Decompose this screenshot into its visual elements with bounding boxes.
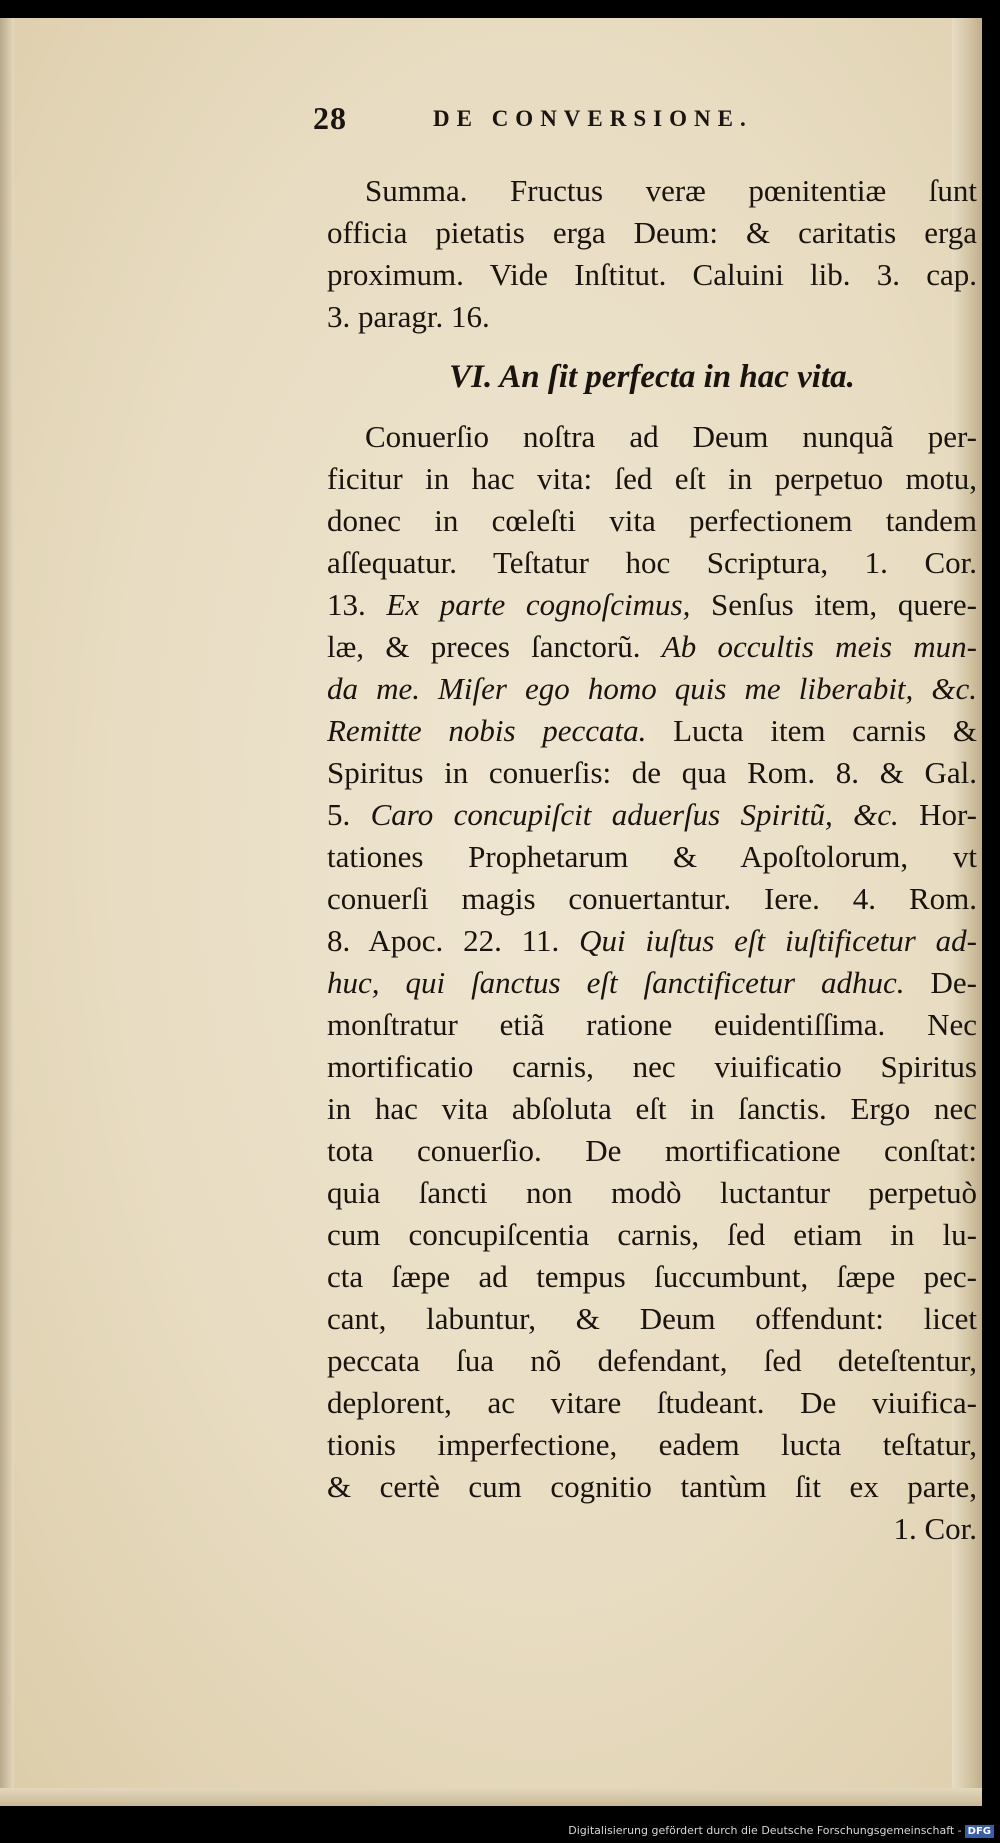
running-head — [313, 100, 973, 148]
dfg-logo: DFG — [965, 1825, 994, 1838]
text-line: monſtratur etiã ratione euidentiſſima. Nec — [327, 1007, 977, 1042]
text-line: quia ſancti non modò luctantur perpetuò — [327, 1175, 977, 1210]
text-line: donec in cœleſti vita perfectionem tandem — [327, 503, 977, 538]
text-line: peccata ſua nõ defendant, ſed deteſtentur, — [327, 1343, 977, 1378]
text-line: tota conuerſio. De mortificatione conſtat: — [327, 1133, 977, 1168]
text-line: tionis imperfectione, eadem lucta teſtatur, — [327, 1427, 977, 1462]
text-block — [327, 170, 977, 1550]
text-line: cant, labuntur, & Deum offendunt: licet — [327, 1301, 977, 1336]
text-line — [327, 920, 977, 962]
italic-quotation: huc, qui ſanctus eſt ſanctificetur adhuc. — [327, 965, 905, 1000]
text-line: Spiritus in conuerſis: de qua Rom. 8. & Gal. — [327, 755, 977, 790]
text-line: in hac vita abſoluta eſt in ſanctis. Ergo nec — [327, 1091, 977, 1126]
text-segment: Senſus item, quere- — [690, 587, 978, 622]
catchword: 1. Cor. — [893, 1511, 977, 1546]
text-line: cta ſæpe ad tempus ſuccumbunt, ſæpe pec- — [327, 1259, 977, 1294]
text-segment: Lucta item carnis & — [646, 713, 978, 748]
running-title: DE CONVERSIONE. — [433, 106, 753, 131]
italic-quotation: Ab occultis meis mun- — [661, 629, 977, 664]
paragraph — [327, 416, 977, 1508]
text-line: Conuerſio noſtra ad Deum nunquã per- — [365, 419, 977, 454]
text-line: aſſequatur. Teſtatur hoc Scriptura, 1. Cor. — [327, 545, 977, 580]
page-gutter-edge — [0, 18, 14, 1806]
digitization-credit — [568, 1824, 994, 1838]
text-line: proximum. Vide Inſtitut. Caluini lib. 3. cap. — [327, 257, 977, 292]
section-heading: VI. An ſit perfecta in hac vita. — [449, 359, 855, 395]
text-line — [327, 710, 977, 752]
italic-quotation: Remitte nobis peccata. — [327, 713, 647, 748]
text-line — [327, 668, 977, 710]
text-line: cum concupiſcentia carnis, ſed etiam in lu- — [327, 1217, 977, 1252]
text-line: conuerſi magis conuertantur. Iere. 4. Rom. — [327, 881, 977, 916]
page-number: 28 — [313, 100, 347, 136]
text-segment: 5. — [327, 797, 371, 832]
italic-quotation: da me. Miſer ego homo quis me liberabit, &c. — [327, 671, 977, 706]
text-line — [327, 584, 977, 626]
text-line: mortificatio carnis, nec viuificatio Spiritus — [327, 1049, 977, 1084]
text-line — [327, 794, 977, 836]
text-line: 3. paragr. 16. — [327, 299, 490, 334]
text-segment: Hor- — [898, 797, 978, 832]
italic-quotation: Ex parte cognoſcimus, — [386, 587, 691, 622]
italic-quotation: Qui iuſtus eſt iuſtificetur ad- — [579, 923, 977, 958]
text-segment: 8. Apoc. 22. 11. — [327, 923, 580, 958]
text-segment: læ, & preces ſanctorũ. — [327, 629, 662, 664]
text-line: officia pietatis erga Deum: & caritatis erga — [327, 215, 977, 250]
page-bottom-edge — [0, 1788, 982, 1806]
text-line — [327, 626, 977, 668]
text-line: Summa. Fructus veræ pœnitentiæ ſunt — [365, 173, 977, 208]
credit-text: Digitalisierung gefördert durch die Deutsche Forschungsgemeinschaft - — [568, 1824, 962, 1837]
italic-quotation: Caro concupiſcit aduerſus Spiritũ, &c. — [370, 797, 899, 832]
page-scan — [0, 18, 982, 1806]
text-segment: De- — [904, 965, 977, 1000]
text-line: deplorent, ac vitare ſtudeant. De viuifica- — [327, 1385, 977, 1420]
text-line: & certè cum cognitio tantùm ſit ex parte, — [327, 1469, 977, 1504]
text-line — [327, 962, 977, 1004]
text-line: tationes Prophetarum & Apoſtolorum, vt — [327, 839, 977, 874]
text-line: ficitur in hac vita: ſed eſt in perpetuo motu, — [327, 461, 977, 496]
text-segment: 13. — [327, 587, 387, 622]
